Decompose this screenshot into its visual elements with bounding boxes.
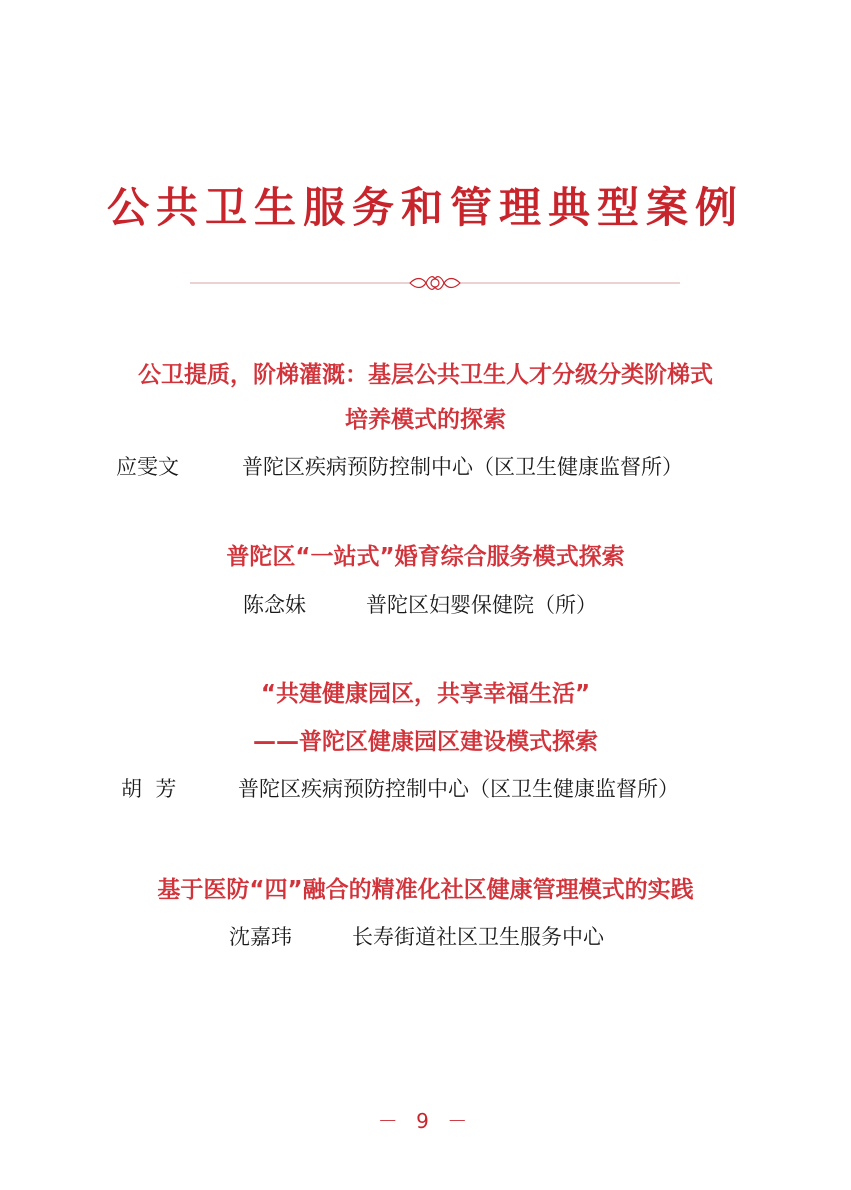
page-title: 公共卫生服务和管理典型案例 (106, 183, 744, 232)
divider-ornament-icon (410, 277, 460, 290)
case-1-title-line-2: 培养模式的探索 (345, 407, 506, 433)
case-2-organization: 普陀区妇婴保健院（所） (366, 593, 597, 617)
case-3-title-line-2: ——普陀区健康园区建设模式探索 (253, 729, 598, 755)
case-1-author: 应雯文 (116, 455, 179, 479)
case-3-author: 胡 芳 (121, 777, 177, 801)
ornamental-divider (190, 268, 680, 298)
case-3-organization: 普陀区疾病预防控制中心（区卫生健康监督所） (238, 777, 679, 801)
case-1-organization: 普陀区疾病预防控制中心（区卫生健康监督所） (242, 455, 683, 479)
case-2-author: 陈念妹 (243, 593, 306, 617)
case-3-title-line-1: “共建健康园区，共享幸福生活” (260, 681, 591, 707)
case-4-title: 基于医防“四”融合的精准化社区健康管理模式的实践 (157, 877, 694, 903)
case-4-author: 沈嘉玮 (229, 925, 292, 949)
case-4-organization: 长寿街道社区卫生服务中心 (352, 925, 604, 949)
case-1-title-line-1: 公卫提质，阶梯灌溉：基层公共卫生人才分级分类阶梯式 (138, 362, 713, 388)
page-number: － 9 － (377, 1109, 474, 1133)
case-2-title: 普陀区“一站式”婚育综合服务模式探索 (226, 544, 625, 570)
